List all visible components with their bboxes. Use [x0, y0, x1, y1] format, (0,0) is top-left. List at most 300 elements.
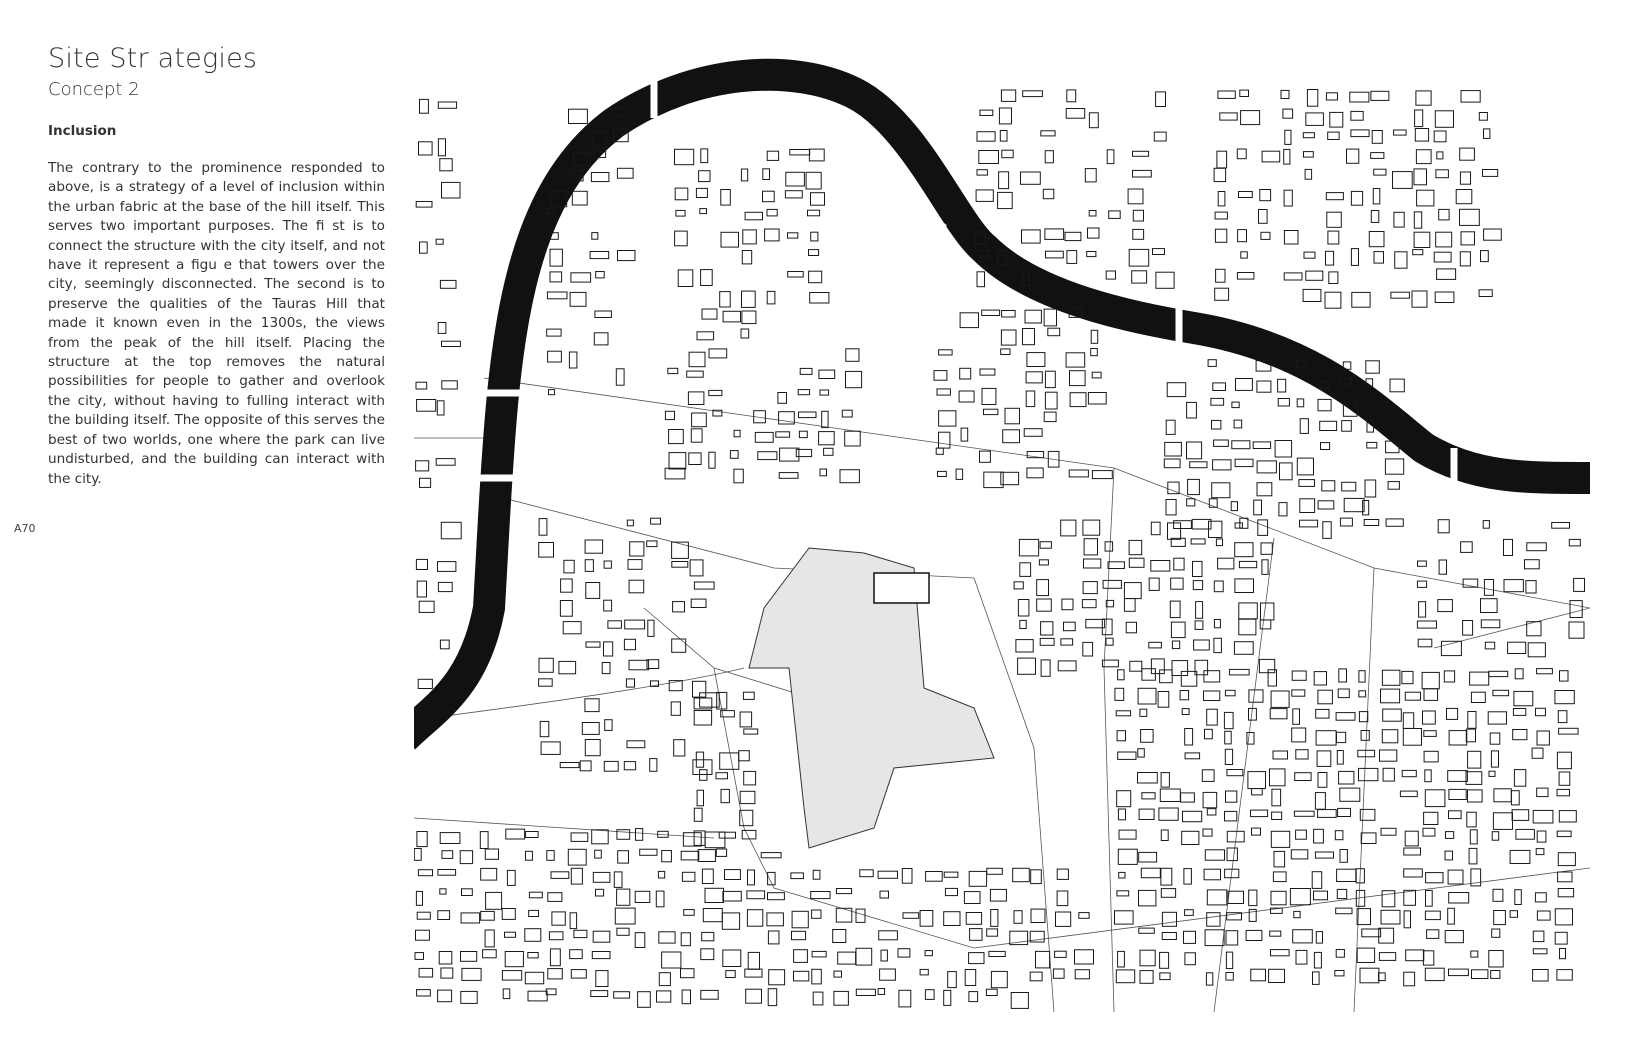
building-outline	[1342, 482, 1356, 491]
building-outline	[1337, 869, 1356, 881]
building-outline	[1208, 360, 1216, 367]
building-outline	[548, 893, 562, 902]
building-outline	[1371, 91, 1389, 100]
building-outline	[1449, 893, 1469, 904]
building-outline	[709, 390, 722, 395]
building-outline	[1484, 580, 1493, 596]
building-outline	[1468, 790, 1483, 802]
building-outline	[1344, 498, 1364, 511]
building-outline	[1252, 789, 1263, 795]
building-outline	[1449, 969, 1469, 976]
building-outline	[525, 972, 543, 984]
building-outline	[819, 370, 835, 378]
building-outline	[1240, 90, 1249, 96]
building-outline	[1225, 749, 1232, 764]
building-outline	[1118, 849, 1137, 864]
building-outline	[1484, 129, 1490, 139]
building-outline	[1203, 792, 1217, 807]
building-outline	[723, 311, 740, 322]
building-outline	[570, 913, 577, 929]
building-outline	[658, 871, 664, 878]
building-outline	[1468, 751, 1481, 768]
building-outline	[701, 270, 713, 286]
building-outline	[820, 390, 829, 395]
building-outline	[1083, 642, 1093, 656]
building-outline	[416, 930, 430, 940]
building-outline	[1379, 953, 1395, 961]
building-outline	[1000, 131, 1007, 142]
building-outline	[1557, 970, 1572, 981]
building-outline	[1225, 690, 1235, 696]
building-outline	[1528, 643, 1545, 657]
building-outline	[720, 753, 739, 769]
building-outline	[1139, 890, 1156, 906]
building-outline	[1555, 909, 1572, 925]
building-outline	[1237, 273, 1254, 280]
building-outline	[1039, 560, 1048, 565]
building-outline	[920, 911, 933, 927]
building-outline	[1338, 808, 1351, 816]
building-outline	[1105, 542, 1113, 551]
building-outline	[1170, 601, 1180, 618]
building-outline	[860, 870, 873, 877]
building-outline	[650, 759, 657, 772]
building-outline	[1322, 481, 1335, 491]
building-outline	[799, 431, 807, 437]
building-outline	[614, 992, 630, 998]
building-outline	[1314, 829, 1324, 843]
building-outline	[591, 173, 609, 182]
building-outline	[730, 451, 738, 459]
building-outline	[1160, 952, 1169, 968]
building-outline	[591, 991, 608, 997]
building-outline	[800, 368, 812, 374]
building-outline	[1466, 729, 1475, 742]
building-outline	[602, 663, 610, 674]
building-outline	[571, 970, 586, 979]
building-outline	[1456, 190, 1472, 204]
building-outline	[1102, 660, 1118, 667]
building-outline	[1291, 850, 1308, 859]
building-outline	[1402, 671, 1413, 683]
building-outline	[1434, 252, 1451, 262]
building-outline	[1403, 713, 1413, 729]
building-outline	[1296, 750, 1308, 759]
building-outline	[1337, 889, 1346, 898]
building-outline	[1555, 691, 1574, 704]
building-outline	[1490, 733, 1500, 744]
building-outline	[1232, 441, 1250, 449]
building-outline	[586, 642, 600, 647]
building-outline	[745, 212, 762, 220]
building-outline	[1062, 599, 1073, 610]
building-outline	[964, 892, 980, 904]
building-outline	[1425, 968, 1444, 980]
building-outline	[1351, 249, 1358, 266]
building-outline	[1337, 751, 1343, 765]
building-outline	[1510, 850, 1530, 863]
building-outline	[961, 428, 968, 441]
building-outline	[1235, 459, 1253, 466]
building-outline	[1281, 90, 1289, 98]
building-outline	[1225, 731, 1232, 744]
building-outline	[563, 622, 581, 634]
building-outline	[625, 620, 645, 629]
building-outline	[1382, 670, 1400, 685]
building-outline	[1559, 811, 1576, 822]
building-outline	[678, 270, 693, 287]
building-outline	[571, 273, 591, 282]
building-outline	[1161, 889, 1175, 898]
building-outline	[1305, 169, 1312, 179]
building-outline	[1533, 810, 1553, 823]
building-outline	[1340, 788, 1360, 801]
building-outline	[812, 910, 821, 918]
building-outline	[481, 868, 497, 880]
building-outline	[1437, 152, 1443, 159]
building-outline	[1492, 929, 1500, 937]
building-outline	[416, 559, 427, 569]
building-outline	[1268, 670, 1276, 686]
building-outline	[1271, 831, 1289, 847]
building-outline	[415, 953, 424, 960]
building-outline	[1184, 869, 1192, 885]
building-outline	[1258, 520, 1268, 536]
building-outline	[1204, 691, 1220, 701]
building-outline	[1574, 578, 1585, 591]
building-outline	[1154, 132, 1166, 141]
building-outline	[743, 692, 754, 699]
building-outline	[1149, 642, 1162, 648]
building-outline	[1160, 789, 1180, 802]
building-outline	[1234, 420, 1242, 428]
building-outline	[1330, 112, 1343, 127]
building-outline	[794, 971, 809, 981]
building-outline	[665, 468, 685, 479]
building-outline	[442, 341, 461, 346]
building-outline	[1381, 828, 1396, 835]
building-outline	[1279, 503, 1287, 516]
building-outline	[1021, 172, 1041, 184]
building-outline	[740, 791, 755, 803]
building-outline	[1171, 622, 1185, 638]
building-outline	[1119, 872, 1125, 878]
building-outline	[1185, 910, 1194, 916]
building-outline	[1569, 539, 1580, 546]
building-outline	[845, 431, 861, 446]
building-outline	[1422, 672, 1439, 688]
building-outline	[976, 190, 993, 202]
building-outline	[1382, 730, 1398, 743]
building-outline	[438, 102, 456, 108]
building-outline	[1326, 251, 1334, 265]
building-outline	[550, 949, 560, 966]
building-outline	[856, 909, 865, 922]
building-outline	[1045, 371, 1055, 387]
building-outline	[722, 913, 739, 929]
building-outline	[593, 931, 610, 942]
building-outline	[1306, 113, 1324, 126]
building-outline	[1559, 772, 1570, 785]
building-outline	[778, 393, 787, 404]
building-outline	[1329, 272, 1338, 284]
building-outline	[1109, 211, 1121, 219]
building-outline	[437, 401, 444, 415]
building-outline	[792, 911, 808, 928]
building-outline	[926, 872, 943, 882]
building-outline	[1064, 622, 1076, 631]
building-outline	[1364, 520, 1379, 526]
building-outline	[1108, 562, 1124, 569]
building-outline	[1423, 951, 1433, 965]
building-outline	[716, 773, 728, 779]
building-outline	[1393, 172, 1413, 189]
building-outline	[1045, 392, 1057, 409]
building-outline	[1425, 790, 1445, 807]
building-outline	[1030, 972, 1042, 981]
building-outline	[1013, 868, 1030, 881]
building-outline	[1559, 728, 1579, 734]
building-outline	[672, 639, 686, 652]
building-outline	[1083, 520, 1100, 535]
building-outline	[1472, 970, 1488, 979]
building-outline	[1041, 660, 1050, 676]
building-outline	[1214, 581, 1223, 592]
building-outline	[1492, 832, 1499, 841]
building-outline	[1001, 90, 1015, 101]
building-outline	[1075, 950, 1094, 964]
building-outline	[1494, 789, 1511, 802]
building-outline	[1485, 642, 1494, 649]
building-outline	[1359, 671, 1365, 682]
building-outline	[560, 601, 572, 617]
building-outline	[1294, 911, 1300, 917]
building-outline	[936, 448, 943, 454]
building-outline	[925, 951, 932, 956]
building-outline	[726, 971, 735, 978]
building-outline	[1079, 913, 1089, 919]
building-outline	[1278, 379, 1286, 392]
building-outline	[1337, 732, 1346, 742]
building-outline	[1484, 229, 1502, 240]
building-outline	[723, 891, 741, 901]
building-outline	[1205, 930, 1224, 946]
building-outline	[1460, 252, 1470, 266]
building-outline	[1241, 252, 1248, 258]
building-outline	[438, 870, 456, 876]
building-outline	[1212, 420, 1221, 429]
building-outline	[657, 991, 671, 1002]
building-outline	[1417, 621, 1436, 628]
building-outline	[1057, 891, 1068, 906]
building-outline	[1238, 230, 1247, 242]
building-outline	[570, 950, 583, 959]
building-outline	[1278, 399, 1289, 407]
building-outline	[605, 720, 612, 731]
building-outline	[1218, 558, 1234, 569]
building-outline	[1026, 372, 1042, 383]
building-outline	[969, 953, 984, 964]
building-outline	[748, 870, 755, 885]
building-outline	[809, 271, 822, 283]
building-outline	[1342, 421, 1352, 432]
building-outline	[506, 829, 525, 839]
building-outline	[1316, 709, 1329, 718]
building-outline	[1533, 931, 1544, 942]
building-outline	[761, 853, 781, 858]
building-outline	[1416, 91, 1431, 105]
building-outline	[956, 469, 963, 479]
building-outline	[939, 432, 950, 448]
building-outline	[1434, 131, 1446, 142]
building-outline	[1156, 92, 1166, 107]
building-outline	[1374, 169, 1386, 175]
building-outline	[1162, 933, 1176, 940]
building-outline	[441, 522, 461, 539]
building-outline	[1116, 970, 1134, 983]
building-outline	[788, 272, 804, 278]
building-outline	[1379, 973, 1386, 981]
building-outline	[1048, 328, 1060, 336]
building-outline	[842, 410, 852, 417]
building-outline	[1338, 689, 1349, 698]
building-outline	[1067, 251, 1077, 264]
building-outline	[698, 850, 715, 862]
building-outline	[1167, 383, 1186, 397]
building-outline	[1184, 931, 1196, 943]
building-outline	[763, 191, 775, 202]
building-outline	[987, 929, 998, 936]
building-outline	[462, 968, 481, 980]
building-outline	[440, 159, 452, 171]
building-outline	[1481, 620, 1500, 628]
building-outline	[1340, 518, 1352, 526]
building-outline	[442, 182, 461, 198]
building-outline	[416, 382, 427, 389]
building-outline	[880, 891, 889, 898]
building-outline	[1088, 228, 1100, 238]
building-outline	[585, 740, 600, 756]
building-outline	[1253, 442, 1270, 449]
building-outline	[1130, 661, 1142, 671]
building-outline	[1140, 709, 1147, 716]
building-outline	[1426, 890, 1433, 906]
building-outline	[1117, 791, 1131, 807]
building-outline	[1217, 151, 1227, 168]
building-outline	[840, 470, 859, 483]
building-outline	[460, 851, 472, 864]
building-outline	[1141, 868, 1160, 878]
building-outline	[440, 280, 456, 288]
building-outline	[1424, 812, 1438, 824]
building-outline	[902, 869, 912, 884]
building-outline	[982, 388, 996, 404]
building-outline	[1014, 582, 1023, 589]
building-outline	[1371, 211, 1379, 223]
building-outline	[1031, 870, 1042, 884]
building-outline	[982, 310, 1000, 315]
building-outline	[659, 932, 675, 943]
building-outline	[779, 473, 798, 479]
building-outline	[1181, 671, 1197, 686]
building-outline	[1361, 731, 1369, 741]
building-outline	[1468, 712, 1476, 729]
building-outline	[1537, 911, 1550, 920]
building-outline	[1235, 523, 1242, 528]
building-outline	[1226, 952, 1232, 969]
building-outline	[1512, 810, 1529, 821]
building-outline	[1417, 581, 1426, 587]
building-outline	[1380, 750, 1397, 761]
building-outline	[1118, 809, 1125, 820]
building-outline	[1340, 850, 1347, 863]
building-outline	[745, 969, 762, 977]
building-outline	[540, 721, 549, 736]
building-outline	[1070, 371, 1086, 386]
building-outline	[1065, 232, 1081, 240]
building-outline	[834, 991, 849, 1005]
building-outline	[1126, 622, 1136, 633]
building-outline	[1469, 848, 1477, 864]
building-outline	[1335, 971, 1344, 976]
building-outline	[1075, 970, 1089, 979]
building-outline	[1227, 848, 1237, 861]
building-outline	[1361, 833, 1376, 844]
building-outline	[417, 581, 426, 597]
building-outline	[1214, 168, 1226, 181]
building-outline	[1027, 468, 1043, 478]
building-outline	[1088, 393, 1106, 405]
building-outline	[1207, 890, 1227, 905]
building-outline	[1351, 130, 1369, 137]
building-outline	[1317, 751, 1331, 767]
building-outline	[618, 251, 636, 261]
page-title: Site Str ategies	[48, 43, 258, 74]
building-outline	[1510, 911, 1517, 918]
building-outline	[1061, 520, 1076, 536]
building-outline	[1404, 972, 1415, 986]
building-blocks	[414, 90, 1584, 1009]
building-outline	[647, 541, 657, 547]
building-outline	[744, 771, 756, 785]
building-outline	[1002, 150, 1013, 158]
building-outline	[503, 989, 510, 999]
building-outline	[1449, 731, 1467, 745]
building-outline	[1555, 932, 1567, 944]
building-outline	[1460, 172, 1470, 184]
building-outline	[617, 889, 630, 905]
building-outline	[1270, 709, 1287, 719]
building-outline	[675, 188, 688, 200]
building-outline	[1448, 870, 1463, 884]
building-outline	[1159, 808, 1178, 820]
building-outline	[1327, 212, 1342, 227]
building-outline	[574, 930, 587, 937]
building-outline	[1493, 813, 1512, 830]
building-outline	[786, 172, 805, 186]
building-outline	[834, 971, 842, 977]
building-outline	[486, 892, 502, 909]
building-outline	[440, 889, 446, 894]
building-outline	[1360, 968, 1379, 983]
building-outline	[1044, 309, 1056, 326]
building-outline	[1418, 561, 1427, 566]
building-outline	[812, 951, 826, 957]
building-outline	[550, 272, 562, 282]
building-outline	[590, 252, 609, 259]
building-outline	[721, 789, 729, 802]
building-outline	[1066, 109, 1085, 119]
